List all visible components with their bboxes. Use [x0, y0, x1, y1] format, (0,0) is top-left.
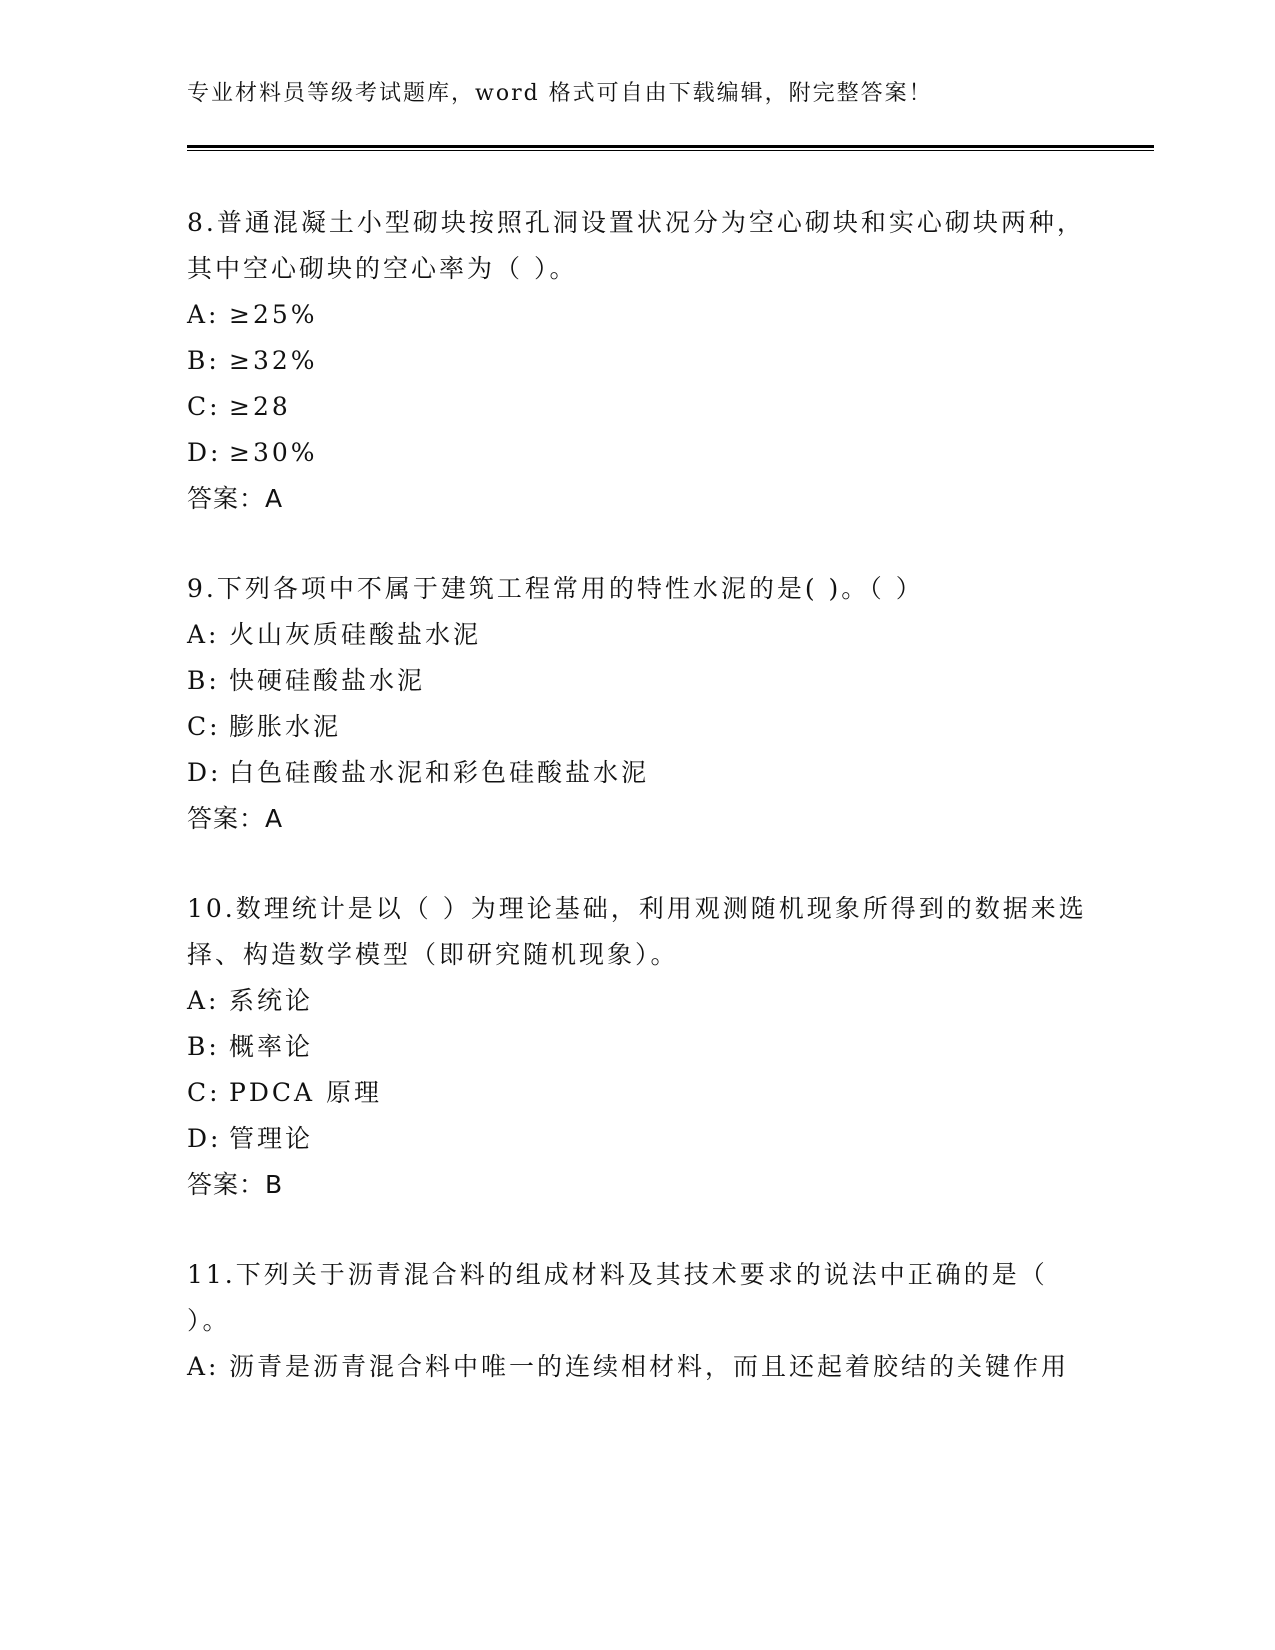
option-label: B: [187, 666, 220, 695]
option-a [187, 612, 1087, 658]
question-9 [187, 566, 1087, 842]
option-c [187, 384, 1087, 430]
option-label: D: [187, 438, 222, 467]
question-list [187, 200, 1087, 1434]
option-text: 快硬硅酸盐水泥 [229, 666, 426, 695]
answer: 答案：A [187, 804, 284, 833]
header-rule-thin [187, 150, 1154, 151]
option-d [187, 1116, 1087, 1162]
option-text: ≥25% [229, 300, 318, 329]
option-a [187, 292, 1087, 338]
question-10 [187, 886, 1087, 1208]
option-b [187, 338, 1087, 384]
option-label: D: [187, 1124, 222, 1153]
option-a [187, 978, 1087, 1024]
option-a [187, 1344, 1087, 1390]
option-text: 火山灰质硅酸盐水泥 [229, 620, 482, 649]
page-header: 专业材料员等级考试题库，word 格式可自由下载编辑，附完整答案！ [187, 81, 933, 106]
option-c [187, 704, 1087, 750]
option-text: ≥28 [229, 392, 291, 421]
option-d [187, 430, 1087, 476]
option-text: ≥32% [229, 346, 318, 375]
option-label: A: [187, 620, 220, 649]
question-8 [187, 200, 1087, 522]
option-text: 系统论 [229, 986, 314, 1015]
option-label: A: [187, 300, 220, 329]
question-11 [187, 1252, 1087, 1390]
option-label: C: [187, 392, 221, 421]
option-text: ≥30% [229, 438, 318, 467]
option-text: 白色硅酸盐水泥和彩色硅酸盐水泥 [229, 758, 650, 787]
option-text: 沥青是沥青混合料中唯一的连续相材料，而且还起着胶结的关键作用 [229, 1352, 1070, 1381]
option-label: C: [187, 1078, 221, 1107]
option-label: C: [187, 712, 221, 741]
question-stem: 10.数理统计是以（ ）为理论基础，利用观测随机现象所得到的数据来选择、构造数学模型（即研究随机现象）。 [187, 894, 1087, 969]
option-b [187, 1024, 1087, 1070]
option-label: A: [187, 1352, 220, 1381]
option-label: B: [187, 1032, 220, 1061]
answer: 答案：B [187, 1170, 284, 1199]
answer: 答案：A [187, 484, 284, 513]
option-b [187, 658, 1087, 704]
option-c [187, 1070, 1087, 1116]
option-text: 管理论 [229, 1124, 314, 1153]
question-stem: 8.普通混凝土小型砌块按照孔洞设置状况分为空心砌块和实心砌块两种，其中空心砌块的空心率为（ ）。 [187, 208, 1085, 283]
option-label: A: [187, 986, 220, 1015]
question-stem: 9.下列各项中不属于建筑工程常用的特性水泥的是( )。（ ） [187, 574, 924, 603]
question-stem: 11.下列关于沥青混合料的组成材料及其技术要求的说法中正确的是（ ）。 [187, 1260, 1048, 1335]
option-text: PDCA 原理 [229, 1078, 382, 1107]
option-label: D: [187, 758, 222, 787]
header-rule-thick [187, 145, 1154, 148]
option-d [187, 750, 1087, 796]
option-label: B: [187, 346, 220, 375]
option-text: 概率论 [229, 1032, 314, 1061]
option-text: 膨胀水泥 [229, 712, 342, 741]
